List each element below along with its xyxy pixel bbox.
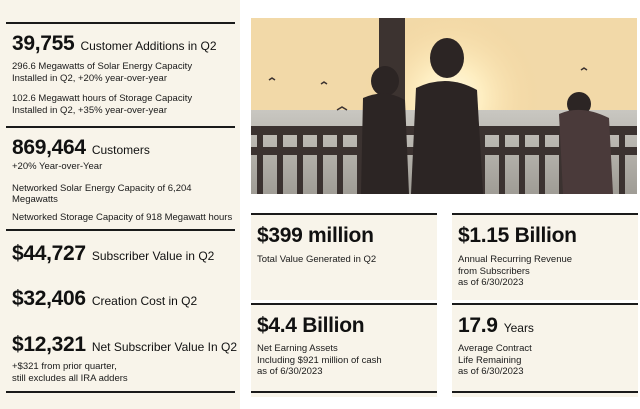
stat-note: Net Earning Assets Including $921 million of cash as of 6/30/2023 <box>257 343 382 377</box>
subscriber-value-block <box>12 243 214 264</box>
stat-value: $32,406 <box>12 287 86 310</box>
stat-value: $399 million <box>257 224 374 247</box>
stat-label: Net Subscriber Value In Q2 <box>91 340 237 354</box>
contract-life-cell <box>452 303 638 397</box>
stat-sub: +20% Year-over-Year <box>12 161 103 172</box>
divider <box>6 391 235 393</box>
stat-label: Subscriber Value in Q2 <box>91 249 215 263</box>
customer-additions-block <box>12 33 217 116</box>
net-subscriber-value-block <box>12 334 237 384</box>
divider <box>6 22 235 24</box>
stat-value: $12,321 <box>12 333 86 356</box>
divider <box>6 126 235 128</box>
stat-unit: Years <box>503 321 534 335</box>
stat-note: Average Contract Life Remaining as of 6/30/2023 <box>458 343 532 377</box>
stat-note: 296.6 Megawatts of Solar Energy Capacity Installed in Q2, +20% year-over-year <box>12 61 193 84</box>
divider <box>251 303 437 305</box>
stat-value: $44,727 <box>12 242 86 265</box>
stat-label: Customers <box>91 143 150 157</box>
divider <box>251 213 437 215</box>
stat-value: $4.4 Billion <box>257 314 365 337</box>
stat-note: Total Value Generated in Q2 <box>257 254 377 265</box>
divider <box>452 303 638 305</box>
divider <box>452 213 638 215</box>
stat-value: 869,464 <box>12 136 86 159</box>
family-sunset-photo <box>251 18 637 194</box>
stat-note: Annual Recurring Revenue from Subscribers as of 6/30/2023 <box>458 254 573 288</box>
divider <box>251 391 437 393</box>
stat-value: 39,755 <box>12 32 75 55</box>
recurring-revenue-cell <box>452 213 638 300</box>
stat-label: Customer Additions in Q2 <box>80 39 217 53</box>
customers-block <box>12 137 232 223</box>
stat-label: Creation Cost in Q2 <box>91 294 198 308</box>
left-stats-panel <box>0 0 240 409</box>
stat-value: $1.15 Billion <box>458 224 577 247</box>
total-value-cell <box>251 213 437 300</box>
divider <box>6 229 235 231</box>
stat-note: +$321 from prior quarter, still excludes all IRA adders <box>12 361 128 384</box>
stat-note: Networked Solar Energy Capacity of 6,204 Megawatts <box>12 182 192 205</box>
divider <box>452 391 638 393</box>
stat-note: Networked Storage Capacity of 918 Megawatt hours <box>12 211 233 223</box>
stat-value: 17.9 <box>458 314 498 337</box>
creation-cost-block <box>12 288 197 309</box>
earning-assets-cell <box>251 303 437 397</box>
stat-note: 102.6 Megawatt hours of Storage Capacity Installed in Q2, +35% year-over-year <box>12 93 193 116</box>
